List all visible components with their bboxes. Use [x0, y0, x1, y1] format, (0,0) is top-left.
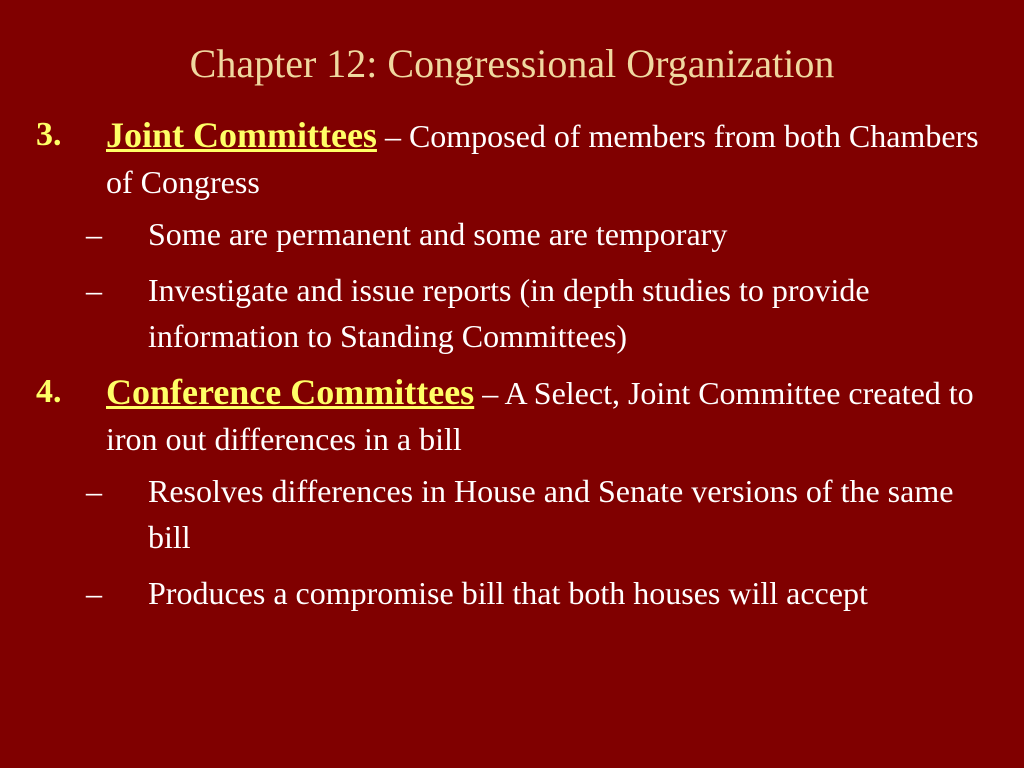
sub-item-text: Investigate and issue reports (in depth studies to provide information to Standing Committees): [148, 272, 870, 354]
slide-title: Chapter 12: Congressional Organization: [189, 41, 835, 86]
sub-item: [36, 570, 996, 616]
item-text: Composed of members from both Chambers of Congress: [106, 118, 979, 200]
list-item-conference-committees: [36, 369, 996, 462]
sub-item: [36, 211, 996, 257]
list-item-joint-committees: [36, 112, 996, 205]
slide-body: [36, 112, 996, 626]
sub-bullet: –: [86, 575, 102, 611]
item-dash: –: [376, 118, 409, 154]
item-number: 4.: [36, 373, 62, 410]
item-number: 3.: [36, 116, 62, 153]
sub-item-text: Some are permanent and some are temporary: [148, 216, 728, 252]
sub-item: [36, 267, 996, 359]
sub-bullet: –: [86, 272, 102, 308]
sub-item-text: Produces a compromise bill that both houses will accept: [148, 575, 868, 611]
item-heading: Joint Committees: [106, 115, 377, 155]
sub-bullet: –: [86, 216, 102, 252]
item-heading: Conference Committees: [106, 372, 475, 412]
sub-bullet: –: [86, 473, 102, 509]
item-text: A Select, Joint Committee created to iron out differences in a bill: [106, 375, 974, 457]
sub-item-text: Resolves differences in House and Senate versions of the same bill: [148, 473, 954, 555]
item-dash: –: [474, 375, 505, 411]
sub-item: [36, 468, 996, 560]
